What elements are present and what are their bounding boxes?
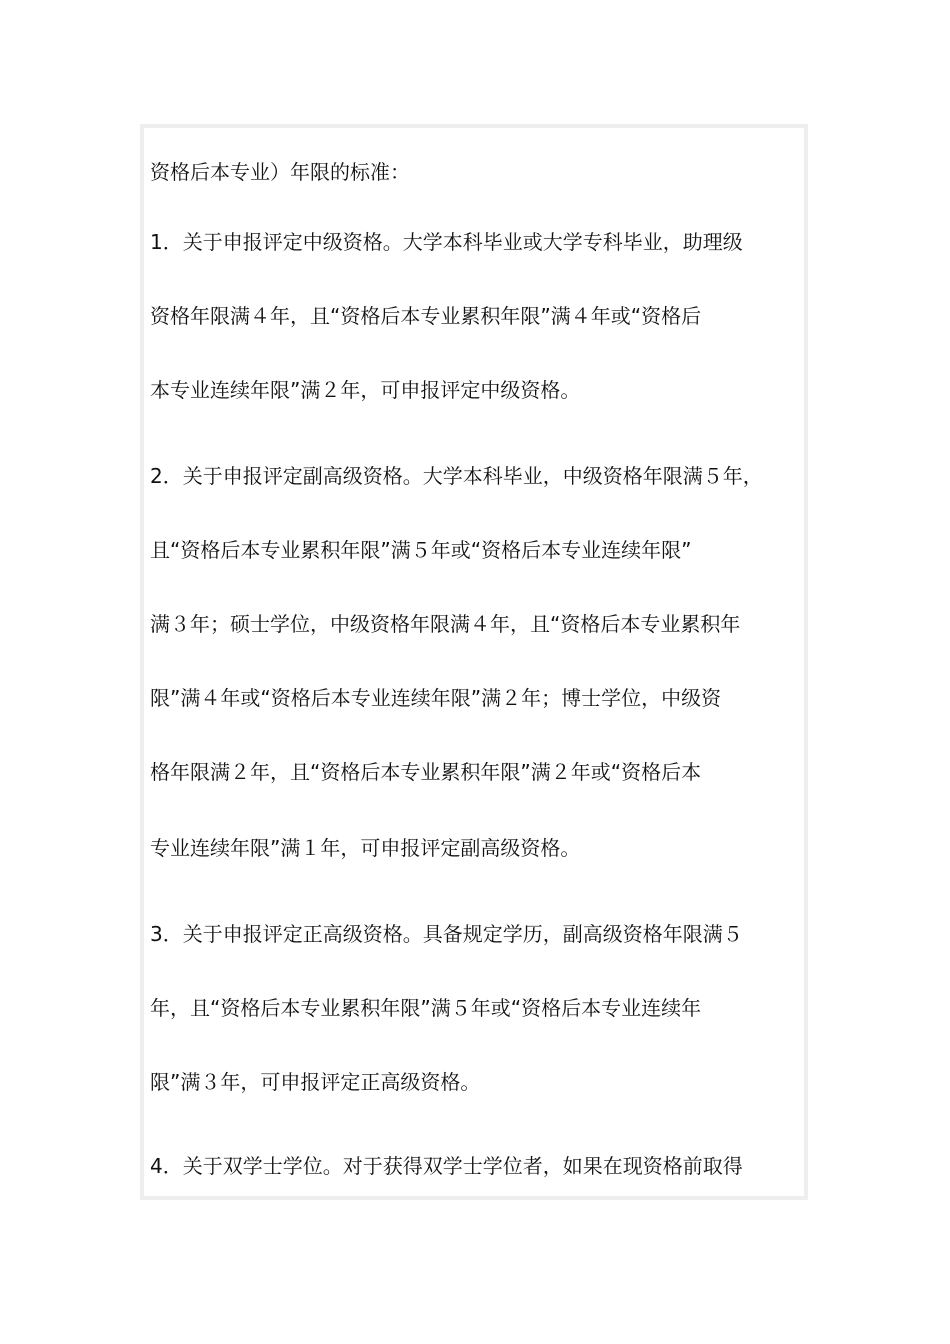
- text-line: 4．关于双学士学位。对于获得双学士学位者，如果在现资格前取得: [150, 1154, 743, 1178]
- text-line: 格年限满２年，且“资格后本专业累积年限”满２年或“资格后本: [150, 760, 702, 784]
- document-frame: [140, 124, 808, 1200]
- text-line: 年，且“资格后本专业累积年限”满５年或“资格后本专业连续年: [150, 996, 702, 1020]
- text-line: 专业连续年限”满１年，可申报评定副高级资格。: [150, 836, 581, 860]
- text-line: 资格后本专业）年限的标准：: [150, 160, 410, 184]
- text-line: 资格年限满４年，且“资格后本专业累积年限”满４年或“资格后: [150, 304, 702, 328]
- text-line: 本专业连续年限”满２年，可申报评定中级资格。: [150, 378, 581, 402]
- text-line: 且“资格后本专业累积年限”满５年或“资格后本专业连续年限”: [150, 538, 692, 562]
- text-line: 1．关于申报评定中级资格。大学本科毕业或大学专科毕业，助理级: [150, 230, 743, 254]
- text-line: 3．关于申报评定正高级资格。具备规定学历，副高级资格年限满５: [150, 922, 743, 946]
- text-line: 满３年；硕士学位，中级资格年限满４年，且“资格后本专业累积年: [150, 612, 741, 636]
- text-line: 限”满３年，可申报评定正高级资格。: [150, 1070, 481, 1094]
- text-line: 限”满４年或“资格后本专业连续年限”满２年；博士学位，中级资: [150, 686, 722, 710]
- text-line: 2．关于申报评定副高级资格。大学本科毕业，中级资格年限满５年，: [150, 464, 763, 488]
